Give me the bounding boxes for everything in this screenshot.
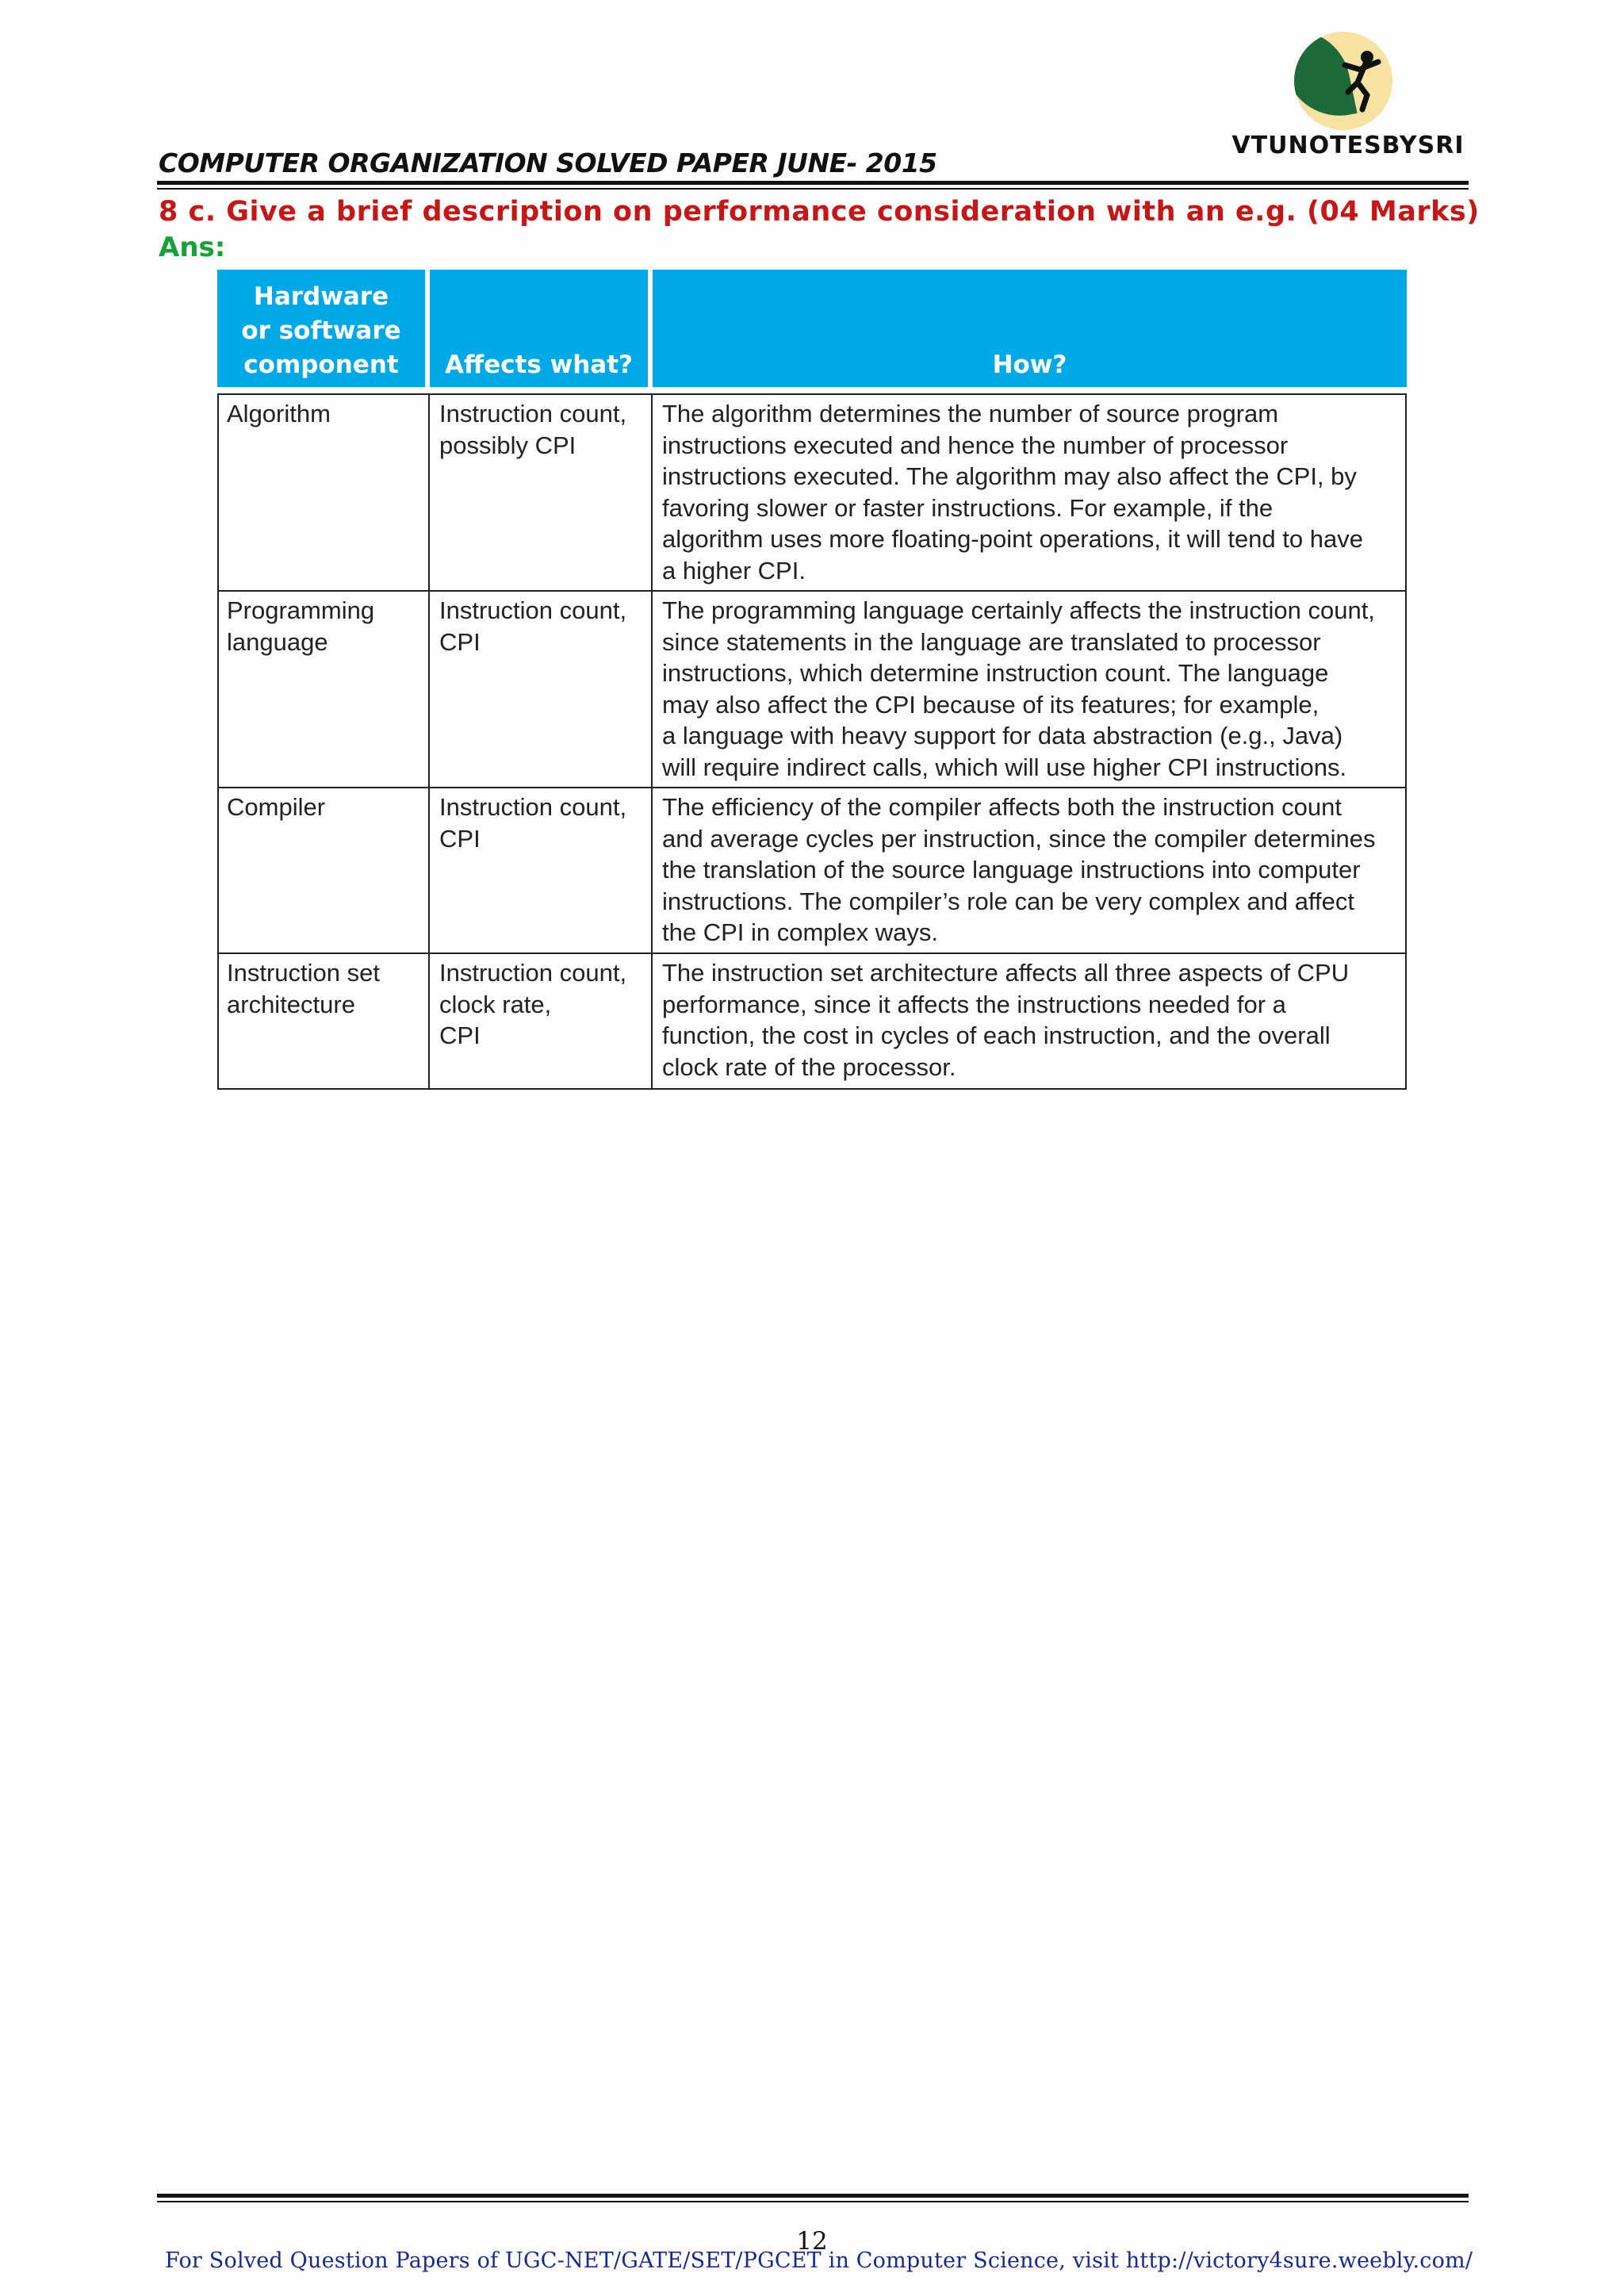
cell-line: architecture	[227, 990, 355, 1018]
cell-line: possibly CPI	[439, 431, 576, 459]
cell-line: Instruction count,	[439, 793, 627, 821]
table-border	[217, 393, 219, 1090]
cell-line: instructions executed and hence the number of processor	[662, 431, 1289, 459]
header-how	[653, 270, 1407, 387]
header-component	[217, 270, 425, 387]
cell-line: will require indirect calls, which will use higher CPI instructions.	[662, 753, 1347, 781]
cell-line: Algorithm	[227, 400, 331, 427]
cell-line: may also affect the CPI because of its features; for example,	[662, 690, 1320, 719]
cell-affects	[430, 787, 653, 953]
cell-line: favoring slower or faster instructions. For example, if the	[662, 493, 1274, 522]
table-border	[217, 393, 1407, 395]
header-rule-thin	[157, 188, 1469, 190]
cell-component	[217, 953, 430, 1088]
cell-affects	[430, 590, 653, 787]
cell-line: The programming language certainly affects the instruction count,	[662, 596, 1375, 624]
cell-line: The instruction set architecture affects all three aspects of CPU	[662, 959, 1350, 987]
table-row	[217, 393, 1407, 590]
logo-emblem	[1294, 32, 1392, 130]
page-number: 12	[796, 2227, 828, 2256]
cell-component	[217, 393, 430, 590]
cell-line: a higher CPI.	[662, 556, 806, 585]
cell-line: since statements in the language are translated to processor	[662, 627, 1321, 656]
cell-line: and average cycles per instruction, since the compiler determines	[662, 824, 1376, 853]
table-row	[217, 590, 1407, 787]
footer-rule	[157, 2194, 1469, 2198]
table-border	[217, 1088, 1407, 1090]
cell-line: function, the cost in cycles of each instruction, and the overall	[662, 1022, 1331, 1049]
header-affects	[430, 270, 648, 387]
cell-line: instructions, which determine instruction count. The language	[662, 659, 1329, 687]
question-text: 8 c. Give a brief description on performance consideration with an e.g. (04 Marks)	[159, 196, 1480, 228]
logo	[1209, 29, 1471, 163]
cell-how	[653, 590, 1407, 787]
cell-line: The efficiency of the compiler affects both the instruction count	[662, 793, 1342, 821]
cell-how	[653, 953, 1407, 1088]
climber-icon	[1326, 46, 1389, 117]
cell-line: CPI	[439, 627, 481, 656]
cell-line: performance, since it affects the instructions needed for a	[662, 990, 1286, 1018]
cell-line: Instruction set	[227, 959, 380, 987]
cell-line: the CPI in complex ways.	[662, 918, 939, 946]
cell-line: Instruction count,	[439, 596, 627, 624]
table-border	[428, 393, 430, 1090]
cell-line: CPI	[439, 1022, 481, 1049]
document-title: COMPUTER ORGANIZATION SOLVED PAPER JUNE- 2015	[159, 148, 937, 178]
header-line: How?	[992, 351, 1067, 379]
cell-line: instructions executed. The algorithm may also affect the CPI, by	[662, 462, 1357, 490]
cell-line: clock rate,	[439, 990, 552, 1018]
header-line: Affects what?	[445, 351, 633, 379]
cell-affects	[430, 953, 653, 1088]
cell-component	[217, 590, 430, 787]
cell-line: instructions. The compiler’s role can be very complex and affect	[662, 887, 1355, 915]
answer-label: Ans:	[159, 232, 226, 263]
header-rule	[157, 181, 1469, 185]
cell-line: a language with heavy support for data abstraction (e.g., Java)	[662, 722, 1343, 749]
footer-text: For Solved Question Papers of UGC-NET/GATE/SET/PGCET in Computer Science, visit http://victory4sure.weebly.com/	[165, 2248, 1473, 2273]
cell-line: The algorithm determines the number of source program	[662, 400, 1279, 427]
cell-line: Compiler	[227, 793, 326, 821]
cell-line: the translation of the source language instructions into computer	[662, 856, 1361, 884]
cell-line: clock rate of the processor.	[662, 1052, 956, 1081]
cell-how	[653, 393, 1407, 590]
cell-line: Instruction count,	[439, 400, 627, 427]
cell-line: language	[227, 627, 328, 656]
cell-how	[653, 787, 1407, 953]
table-border	[651, 393, 653, 1090]
table-border	[1405, 393, 1407, 1090]
cell-line: Programming	[227, 596, 375, 624]
cell-line: Instruction count,	[439, 959, 627, 987]
cell-line: CPI	[439, 824, 481, 853]
header-line: component	[243, 351, 399, 379]
table-border	[217, 590, 1407, 592]
header-line: or software	[241, 316, 401, 345]
logo-text: VTUNOTESBYSRI	[1231, 132, 1465, 159]
header-line: Hardware	[253, 282, 389, 311]
cell-line: algorithm uses more floating-point operations, it will tend to have	[662, 525, 1363, 553]
table-border	[217, 787, 1407, 788]
table-row	[217, 953, 1407, 1088]
footer-rule-thin	[157, 2201, 1469, 2202]
cell-component	[217, 787, 430, 953]
cell-affects	[430, 393, 653, 590]
table-border	[217, 953, 1407, 954]
table-row	[217, 787, 1407, 953]
